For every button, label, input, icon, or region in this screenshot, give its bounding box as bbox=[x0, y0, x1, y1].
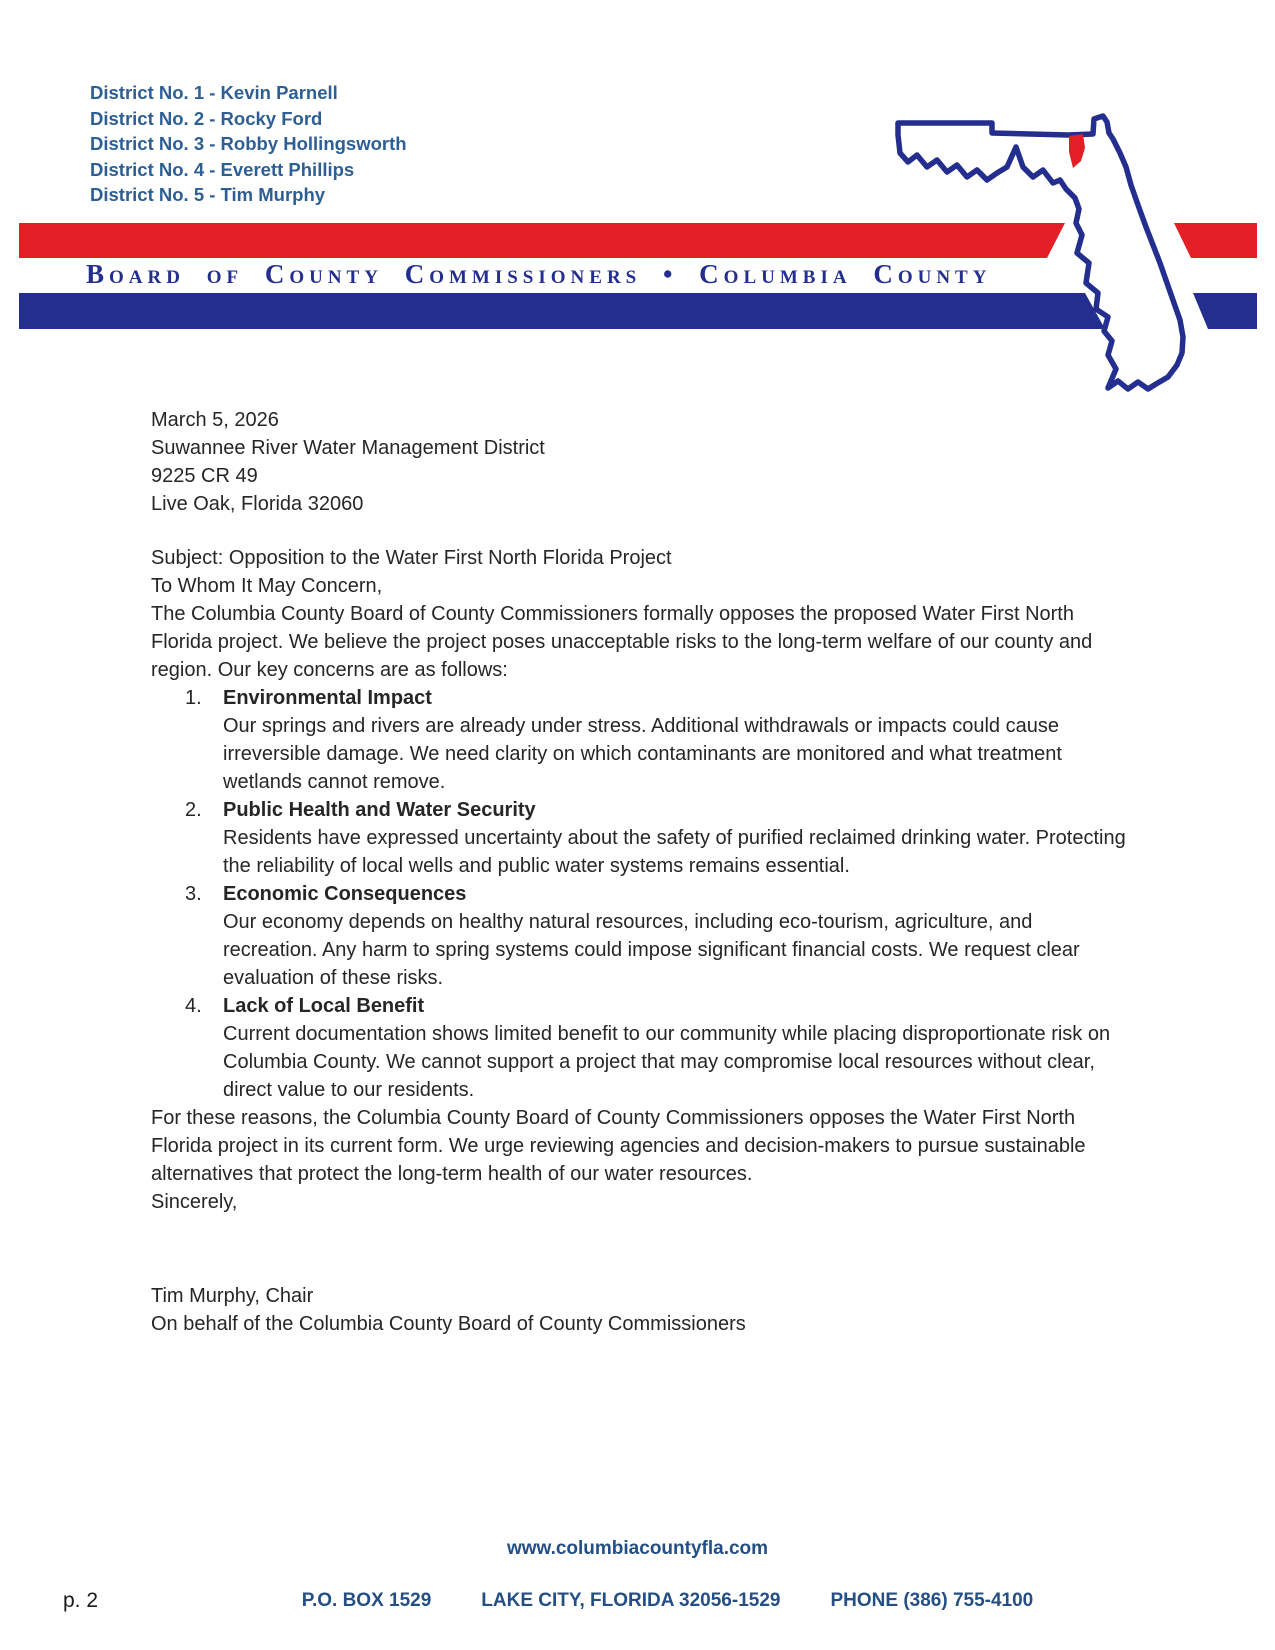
signature-org: On behalf of the Columbia County Board of County Commissioners bbox=[151, 1313, 746, 1335]
banner-title: Board of County Commissioners • Columbia County bbox=[86, 259, 992, 289]
list-item-3 bbox=[151, 880, 1126, 992]
recipient-address-block bbox=[151, 434, 1126, 518]
list-item-body: Residents have expressed uncertainty about the safety of purified reclaimed drinking water. Protecting the reliability of local wells and public water systems remains essential. bbox=[223, 827, 1126, 877]
district-line: District No. 5 - Tim Murphy bbox=[90, 184, 326, 205]
signature-block bbox=[151, 1282, 1126, 1338]
list-item-title: Economic Consequences bbox=[223, 883, 467, 905]
florida-outline bbox=[898, 116, 1183, 389]
footer-po-box: P.O. BOX 1529 bbox=[301, 1590, 432, 1611]
district-commissioner-list bbox=[90, 80, 407, 208]
list-item-body: Our economy depends on healthy natural resources, including eco-tourism, agriculture, and recreation. Any harm to spring systems could impose significant financial costs. We request clear evaluation of these risks. bbox=[223, 911, 1080, 989]
footer-phone: PHONE (386) 755-4100 bbox=[830, 1590, 1034, 1611]
district-line: District No. 3 - Robby Hollingsworth bbox=[90, 133, 407, 154]
subject-line: Subject: Opposition to the Water First North Florida Project bbox=[151, 547, 672, 569]
florida-state-map-icon bbox=[880, 105, 1200, 400]
list-number: 3. bbox=[185, 883, 202, 905]
footer-address-line bbox=[0, 1590, 1275, 1612]
letter-body bbox=[151, 406, 1126, 1338]
list-item-title: Public Health and Water Security bbox=[223, 799, 536, 821]
footer-website: www.columbiacountyfla.com bbox=[506, 1538, 769, 1559]
district-line: District No. 1 - Kevin Parnell bbox=[90, 82, 338, 103]
list-item-title: Environmental Impact bbox=[223, 687, 432, 709]
list-item-4 bbox=[151, 992, 1126, 1104]
footer-city: LAKE CITY, FLORIDA 32056-1529 bbox=[481, 1590, 781, 1611]
recipient-city: Live Oak, Florida 32060 bbox=[151, 493, 364, 515]
valediction: Sincerely, bbox=[151, 1191, 238, 1213]
letter-date: March 5, 2026 bbox=[151, 409, 279, 431]
signature-name: Tim Murphy, Chair bbox=[151, 1285, 314, 1307]
banner-blue-stripe-right bbox=[1193, 293, 1257, 329]
district-line: District No. 4 - Everett Phillips bbox=[90, 158, 355, 180]
list-number: 2. bbox=[185, 799, 202, 821]
page-number: p. 2 bbox=[63, 1589, 99, 1612]
list-item-body: Current documentation shows limited benefit to our community while placing disproportionate risk on Columbia County. We cannot support a project that may compromise local resources without clear, direct value to our residents. bbox=[223, 1023, 1111, 1101]
district-line: District No. 2 - Rocky Ford bbox=[90, 107, 323, 129]
salutation: To Whom It May Concern, bbox=[151, 575, 383, 597]
recipient-street: 9225 CR 49 bbox=[151, 465, 258, 487]
list-number: 1. bbox=[185, 687, 202, 709]
list-item-2 bbox=[151, 796, 1126, 880]
recipient-name: Suwannee River Water Management District bbox=[151, 437, 545, 459]
list-item-1 bbox=[151, 684, 1126, 796]
list-number: 4. bbox=[185, 995, 202, 1017]
closing-paragraph: For these reasons, the Columbia County Board of County Commissioners opposes the Water First North Florida project in its current form. We urge reviewing agencies and decision-makers to pursue sustainable alternatives that protect the long-term health of our water resources. bbox=[151, 1107, 1086, 1185]
intro-paragraph: The Columbia County Board of County Commissioners formally opposes the proposed Water First North Florida project. We believe the project poses unacceptable risks to the long-term welfare of our county and region. Our key concerns are as follows: bbox=[151, 603, 1093, 681]
list-item-title: Lack of Local Benefit bbox=[223, 995, 425, 1017]
list-item-body: Our springs and rivers are already under stress. Additional withdrawals or impacts could cause irreversible damage. We need clarity on which contaminants are monitored and what treatment wetlands cannot remove. bbox=[223, 715, 1062, 793]
